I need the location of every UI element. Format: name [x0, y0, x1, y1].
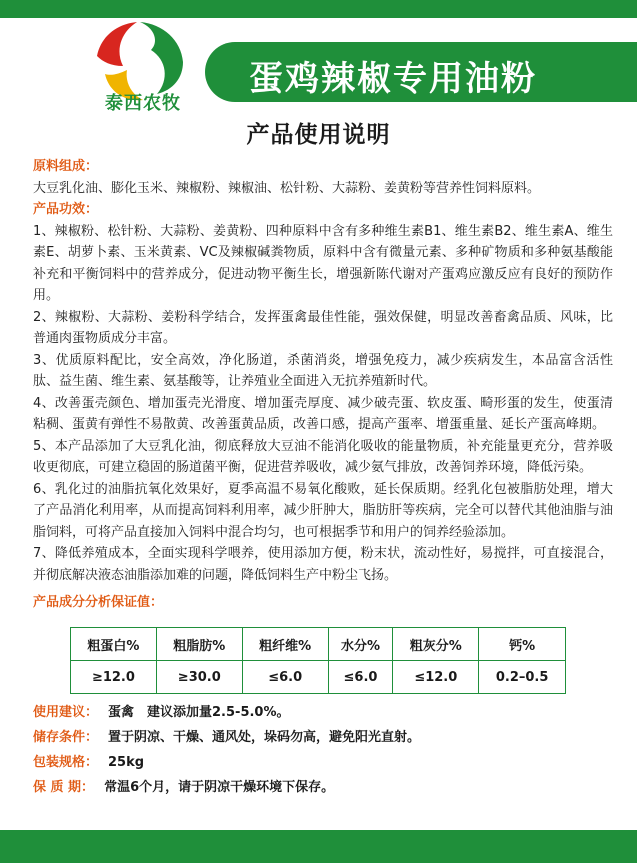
efficacy-item-6: 6、乳化过的油脂抗氧化效果好，夏季高温不易氧化酸败，延长保质期。经乳化包被脂肪处理，增大了产品消化利用率，从而提高饲料利用率，减少肝肿大，脂肪肝等疾病，完全可以替代其他油脂与油脂饲料，可将产品直接加入饲料中混合均匀，也可根据季节和用户的饲养经验添加。	[33, 481, 613, 540]
table-cell: ≤6.0	[242, 661, 328, 694]
efficacy-item-3: 3、优质原料配比，安全高效，净化肠道，杀菌消炎，增强免疫力，减少疾病发生，本品富含活性肽、益生菌、维生素、氨基酸等，让养殖业全面进入无抗养殖新时代。	[33, 352, 613, 389]
usage-section	[33, 700, 613, 800]
shelf-life-row	[33, 775, 613, 800]
description-body	[33, 156, 613, 614]
ingredients-text: 大豆乳化油、膨化玉米、辣椒粉、辣椒油、松针粉、大蒜粉、姜黄粉等营养性饲料原料。	[33, 180, 541, 196]
title-banner	[205, 42, 637, 102]
efficacy-item-5: 5、本产品添加了大豆乳化油，彻底释放大豆油不能消化吸收的能量物质，补充能量更充分，营养吸收更彻底，可建立稳固的肠道菌平衡，促进营养吸收，减少氨气排放，改善饲养环境，降低污染。	[33, 438, 613, 475]
analysis-table	[70, 627, 566, 694]
shelf-life-value: 常温6个月，请于阴凉干燥环境下保存。	[104, 780, 335, 795]
shelf-life-label: 保 质 期：	[33, 780, 95, 795]
storage-row	[33, 725, 613, 750]
usage-advice-label: 使用建议：	[33, 705, 99, 720]
package-label: 包装规格：	[33, 755, 99, 770]
table-header-cell: 钙%	[479, 628, 566, 661]
efficacy-heading: 产品功效：	[33, 202, 99, 217]
usage-advice-row	[33, 700, 613, 725]
package-value: 25kg	[108, 755, 145, 770]
table-cell: ≤6.0	[328, 661, 393, 694]
table-cell: ≥30.0	[156, 661, 242, 694]
table-header-cell: 粗灰分%	[393, 628, 479, 661]
package-row	[33, 750, 613, 775]
bottom-green-band	[0, 830, 637, 863]
table-header-row	[71, 628, 566, 661]
table-header-cell: 粗蛋白%	[71, 628, 157, 661]
table-row	[71, 661, 566, 694]
storage-value: 置于阴凉、干燥、通风处，垛码勿高，避免阳光直射。	[108, 730, 421, 745]
efficacy-item-7: 7、降低养殖成本，全面实现科学喂养，使用添加方便，粉末状，流动性好，易搅拌，可直接混合，并彻底解决液态油脂添加难的问题，降低饲料生产中粉尘飞扬。	[33, 546, 613, 583]
analysis-table-wrap	[70, 627, 566, 694]
usage-advice-value: 蛋禽 建议添加量2.5-5.0%。	[108, 705, 290, 720]
table-cell: ≥12.0	[71, 661, 157, 694]
table-cell: ≤12.0	[393, 661, 479, 694]
table-header-cell: 粗脂肪%	[156, 628, 242, 661]
efficacy-item-2: 2、辣椒粉、大蒜粉、姜粉科学结合，发挥蛋禽最佳性能，强效保健，明显改善畜禽品质、风味，比普通肉蛋物质成分丰富。	[33, 309, 613, 346]
brand-name: 泰西农牧	[105, 93, 181, 114]
ingredients-heading: 原料组成：	[33, 159, 99, 174]
efficacy-item-1: 1、辣椒粉、松针粉、大蒜粉、姜黄粉、四种原料中含有多种维生素B1、维生素B2、维生素A、维生素E、胡萝卜素、玉米黄素、VC及辣椒碱粪物质，原料中含有微量元素、多种矿物质和多种氨基酸能补充和平衡饲料中的营养成分，促进动物平衡生长，增强新陈代谢对产蛋鸡应激反应有良好的预防作用。	[33, 223, 613, 303]
page-subtitle: 产品使用说明	[246, 122, 391, 148]
storage-label: 储存条件：	[33, 730, 99, 745]
table-cell: 0.2–0.5	[479, 661, 566, 694]
product-title: 蛋鸡辣椒专用油粉	[249, 59, 537, 99]
analysis-heading: 产品成分分析保证值：	[33, 595, 164, 610]
efficacy-item-4: 4、改善蛋壳颜色、增加蛋壳光滑度、增加蛋壳厚度、减少破壳蛋、软皮蛋、畸形蛋的发生，使蛋清粘稠、蛋黄有弹性不易散黄、改善蛋黄品质，改善口感，提高产蛋率、增蛋重量、延长产蛋高峰期。	[33, 395, 613, 432]
table-header-cell: 粗纤维%	[242, 628, 328, 661]
table-header-cell: 水分%	[328, 628, 393, 661]
